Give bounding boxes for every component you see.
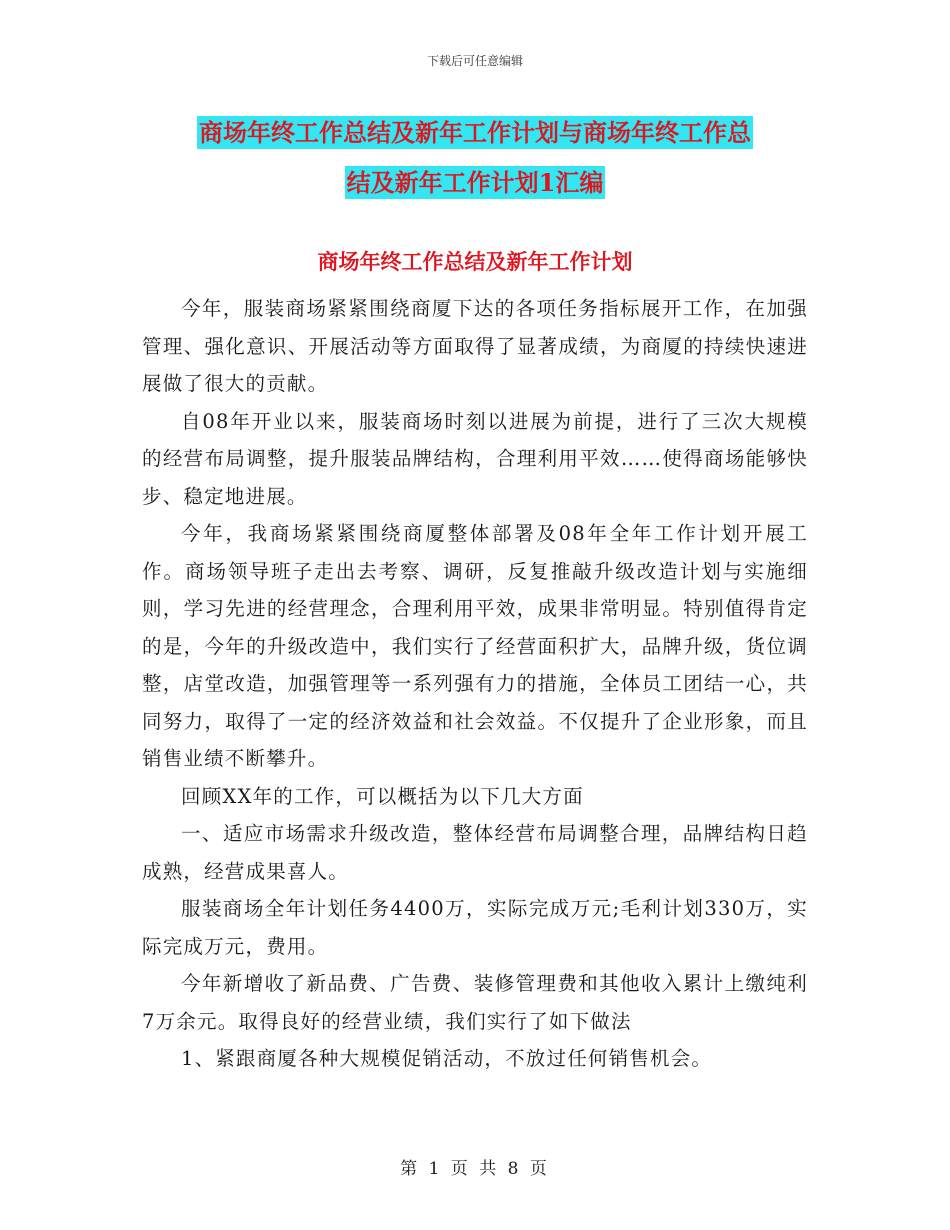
document-title-line-1: 商场年终工作总结及新年工作计划与商场年终工作总 — [199, 118, 751, 147]
document-title-line-2: 结及新年工作计划1汇编 — [346, 168, 604, 197]
paragraph: 1、紧跟商厦各种大规模促销活动，不放过任何销售机会。 — [181, 1047, 713, 1070]
paragraph: 自08年开业以来，服装商场时刻以进展为前提，进行了三次大规模的经营布局调整，提升服装品牌结构，合理利用平效……使得商场能够快步、稳定地进展。 — [142, 409, 808, 508]
paragraph: 今年新增收了新品费、广告费、装修管理费和其他收入累计上缴纯利7万余元。取得良好的经营业绩，我们实行了如下做法 — [142, 972, 808, 1033]
page-number-footer: 第 1 页 共 8 页 — [400, 1159, 550, 1179]
page-header-note: 下载后可任意编辑 — [426, 54, 523, 68]
paragraph: 今年，服装商场紧紧围绕商厦下达的各项任务指标展开工作，在加强管理、强化意识、开展活动等方面取得了显著成绩，为商厦的持续快速进展做了很大的贡献。 — [142, 297, 808, 395]
document-title — [140, 108, 810, 208]
section-title: 商场年终工作总结及新年工作计划 — [317, 249, 633, 274]
paragraph: 服装商场全年计划任务4400万，实际完成万元;毛利计划330万，实际完成万元，费用。 — [142, 897, 808, 958]
paragraph: 一、适应市场需求升级改造，整体经营布局调整合理，品牌结构日趋成熟，经营成果喜人。 — [142, 822, 808, 883]
document-body — [142, 290, 808, 1078]
paragraph: 今年，我商场紧紧围绕商厦整体部署及08年全年工作计划开展工作。商场领导班子走出去考察、调研，反复推敲升级改造计划与实施细则，学习先进的经营理念，合理利用平效，成果非常明显。特别值得肯定的是，今年的升级改造中，我们实行了经营面积扩大，品牌升级，货位调整，店堂改造，加强管理等一系列强有力的措施，全体员工团结一心，共同努力，取得了一定的经济效益和社会效益。不仅提升了企业形象，而且销售业绩不断攀升。 — [142, 522, 808, 770]
paragraph: 回顾XX年的工作，可以概括为以下几大方面 — [181, 784, 584, 808]
